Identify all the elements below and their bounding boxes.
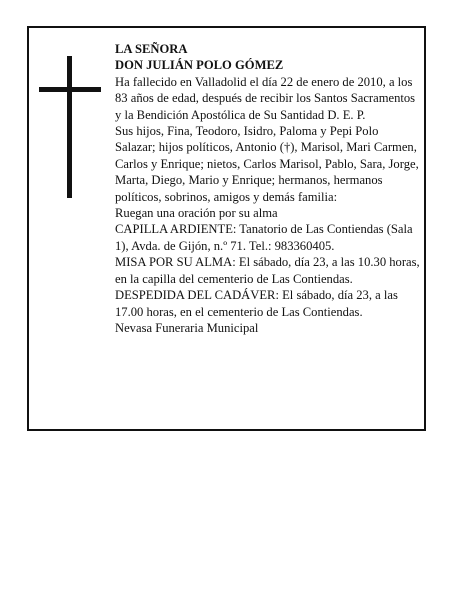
prayer-request: Ruegan una oración por su alma: [115, 206, 278, 221]
mass-info: MISA POR SU ALMA: El sábado, día 23, a las 10.30 horas, en la capilla del cementerio de Las Contiendas.: [115, 255, 420, 286]
funeral-home: Nevasa Funeraria Municipal: [115, 320, 259, 335]
notice-title-line1: LA SEÑORA: [115, 42, 188, 56]
cross-vertical-bar: [67, 56, 72, 198]
death-announcement: Ha fallecido en Valladolid el día 22 de enero de 2010, a los 83 años de edad, después de recibir los Santos Sacramentos y la Bendición Apostólica de Su Santidad D. E. P.: [115, 74, 416, 122]
deceased-name: DON JULIÁN POLO GÓMEZ: [115, 58, 284, 73]
family-list: Sus hijos, Fina, Teodoro, Isidro, Paloma y Pepi Polo Salazar; hijos políticos, Antonio (†), Marisol, Mari Carmen, Carlos y Enrique; nietos, Carlos Marisol, Pablo, Sara, Jorge, Marta, Diego, Mario y Enrique; hermanos, hermanos políticos, sobrinos, amigos y demás familia:: [115, 124, 419, 204]
obituary-notice: [27, 26, 426, 431]
chapel-info: CAPILLA ARDIENTE: Tanatorio de Las Contiendas (Sala 1), Avda. de Gijón, n.º 71. Tel.: 983360405.: [115, 222, 413, 253]
cross-icon: [39, 56, 101, 198]
cross-horizontal-bar: [39, 87, 101, 92]
farewell-info: DESPEDIDA DEL CADÁVER: El sábado, día 23, a las 17.00 horas, en el cementerio de Las Contiendas.: [115, 288, 398, 319]
notice-text: [115, 41, 421, 336]
